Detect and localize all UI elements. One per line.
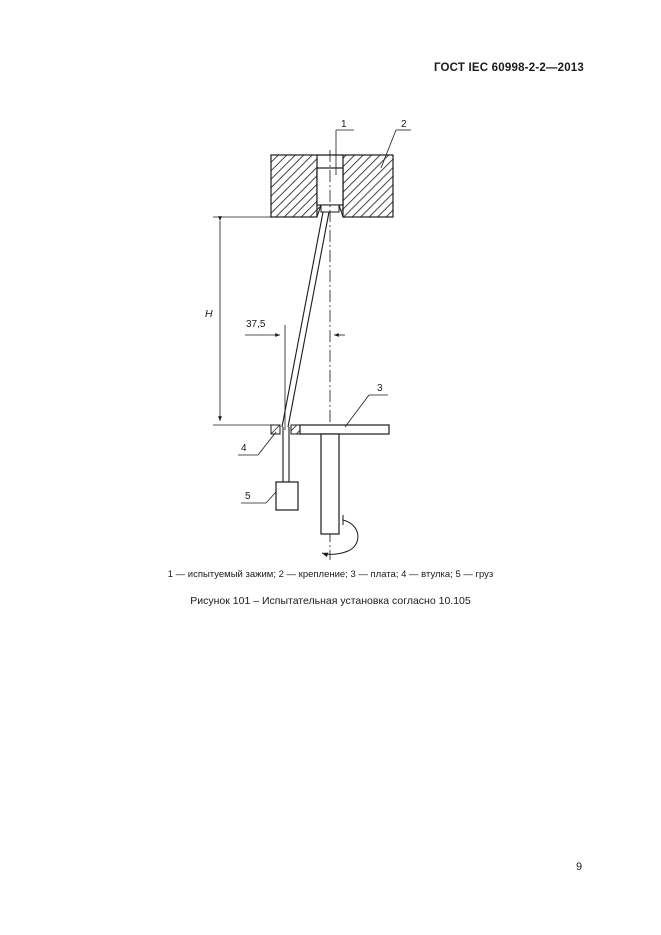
- dimension-offset-label: 37,5: [246, 319, 266, 330]
- callout-1-label: 1: [341, 119, 347, 130]
- dimension-h-label: H: [205, 308, 213, 320]
- conductor: [282, 212, 329, 427]
- hanging-conductor: [283, 427, 289, 482]
- callout-4: [238, 432, 276, 455]
- callout-5-label: 5: [245, 491, 251, 502]
- callout-4-label: 4: [241, 443, 247, 454]
- callout-5: [241, 491, 276, 503]
- figure-caption: Рисунок 101 – Испытательная установка согласно 10.105: [190, 595, 471, 607]
- callout-3-label: 3: [377, 383, 383, 394]
- document-header: ГОСТ IEC 60998-2-2—2013: [433, 62, 584, 74]
- callout-3: [345, 383, 388, 427]
- mass-weight: [276, 482, 298, 510]
- callout-2-label: 2: [401, 119, 407, 130]
- figure-legend: 1 — испытуемый зажим; 2 — крепление; 3 — плата; 4 — втулка; 5 — груз: [167, 569, 494, 580]
- page-number: 9: [576, 861, 583, 873]
